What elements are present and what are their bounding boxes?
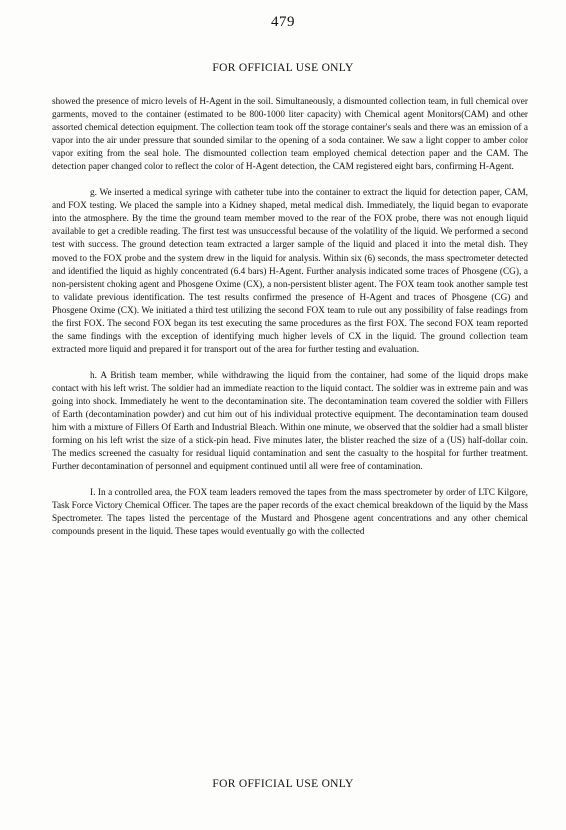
header-classification-marking: FOR OFFICIAL USE ONLY	[212, 62, 354, 74]
paragraph-i: I. In a controlled area, the FOX team leaders removed the tapes from the mass spectrometer by order of LTC Kilgore, Task Force Victory Chemical Officer. The tapes are the paper records of the exact chemical breakdown of the liquid by the Mass Spectrometer. The tapes listed the percentage of the Mustard and Phosgene agent concentrations and any other chemical compounds present in the liquid. These tapes would eventually go with the collected	[52, 488, 528, 538]
paragraph-h: h. A British team member, while withdrawing the liquid from the container, had some of the liquid drops make contact with his left wrist. The soldier had an immediate reaction to the liquid contact. The soldier was in extreme pain and was going into shock. Immediately he went to the decontamination site. The decontamination team covered the soldier with Fillers of Earth (decontamination powder) and cut him out of his individual protective equipment. The decontamination team doused him with a mixture of Fillers Of Earth and Industrial Bleach. Within one minute, we observed that the soldier had a small blister forming on his left wrist the size of a stick-pin head. Five minutes later, the blister reached the size of a (US) half-dollar coin. The medics screened the casualty for residual liquid contamination and sent the casualty to the hospital for further treatment. Further decontamination of personnel and equipment continued until all were free of contamination.	[52, 370, 528, 473]
paragraph-g: g. We inserted a medical syringe with catheter tube into the container to extract the liquid for detection paper, CAM, and FOX testing. We placed the sample into a Kidney shaped, metal medical dish. Immediately, the liquid began to evaporate into the atmosphere. By the time the ground team member moved to the rear of the FOX probe, there was not enough liquid available to get a credible reading. The first test was unsuccessful because of the volatility of the liquid. We performed a second test with success. The ground detection team extracted a larger sample of the liquid and placed it into the metal dish. They moved to the FOX probe and the system drew in the liquid for analysis. Within six (6) seconds, the mass spectrometer detected and identified the liquid as highly concentrated (6.4 bars) H-Agent. Further analysis indicated some traces of Phosgene (CG), a non-persistent choking agent and Phosgene Oxime (CX), a non-persistent blister agent. The FOX team took another sample test to validate previous identification. The test results confirmed the presence of H-Agent and traces of Phosgene (CG) and Phosgene Oxime (CX). We initiated a third test utilizing the second FOX team to rule out any possibility of false readings from the first FOX. The second FOX began its test executing the same procedures as the first FOX. The second FOX team reported the same findings with the exception of identifying much higher levels of CX in the liquid. The ground collection team extracted more liquid and prepared it for transport out of the area for further testing and evaluation.	[52, 188, 528, 355]
page-number: 479	[271, 14, 295, 30]
footer-classification-marking: FOR OFFICIAL USE ONLY	[212, 778, 354, 790]
paragraph-continuation: showed the presence of micro levels of H-Agent in the soil. Simultaneously, a dismounted collection team, in full chemical over garments, moved to the container (estimated to be 800-1000 liter capacity) with Chemical agent Monitors(CAM) and other assorted chemical detection equipment. The collection team took off the storage container's seals and there was an emission of a vapor into the air under pressure that sounded similar to the opening of a soda container. We saw a light copper to amber color vapor exiting from the seal hole. The dismounted collection team employed chemical detection paper and the CAM. The detection paper changed color to reflect the color of H-Agent detection, the CAM registered eight bars, confirming H-Agent.	[52, 97, 528, 173]
document-body	[52, 96, 528, 552]
